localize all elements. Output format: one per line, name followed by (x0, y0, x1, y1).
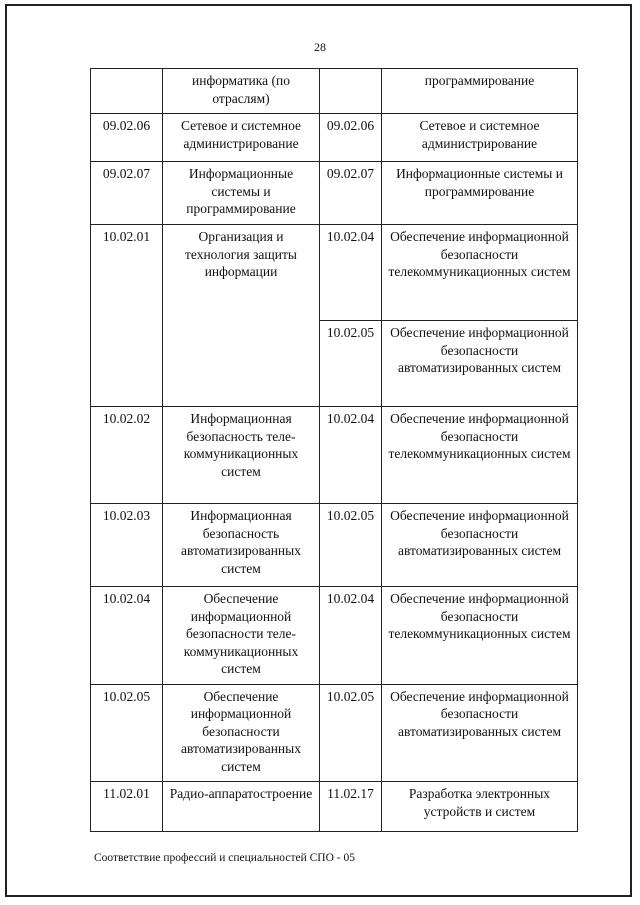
cell-code-old: 10.02.01 (91, 225, 163, 407)
cell-code-old: 10.02.04 (91, 587, 163, 685)
cell-name-old: Обеспечение информационной безопасности теле-коммуникационных систем (163, 587, 320, 685)
cell-code-new: 10.02.05 (320, 321, 382, 407)
cell-code-old: 10.02.03 (91, 504, 163, 587)
cell-code-new: 09.02.06 (320, 114, 382, 162)
cell-name-old: Организация и технология защиты информации (163, 225, 320, 407)
cell-name-old: Сетевое и системное администрирование (163, 114, 320, 162)
table-row (91, 782, 578, 832)
table-row (91, 114, 578, 162)
cell-name-old: Обеспечение информационной безопасности автоматизированных систем (163, 684, 320, 782)
table-row (91, 162, 578, 225)
footer-note: Соответствие профессий и специальностей СПО - 05 (94, 852, 355, 864)
cell-name-new: Сетевое и системное администрирование (382, 114, 578, 162)
cell-name-old: информатика (по отраслям) (163, 69, 320, 114)
table-row (91, 504, 578, 587)
cell-name-old: Информационная безопасность автоматизированных систем (163, 504, 320, 587)
cell-name-new: Обеспечение информационной безопасности автоматизированных систем (382, 684, 578, 782)
cell-code-new: 10.02.04 (320, 225, 382, 321)
cell-name-new: программирование (382, 69, 578, 114)
cell-name-new: Обеспечение информационной безопасности автоматизированных систем (382, 321, 578, 407)
cell-name-old: Информационные системы и программирование (163, 162, 320, 225)
cell-name-old: Радио-аппаратостроение (163, 782, 320, 832)
cell-name-new: Обеспечение информационной безопасности телекоммуникационных систем (382, 407, 578, 504)
cell-name-new: Обеспечение информационной безопасности автоматизированных систем (382, 504, 578, 587)
table-row (91, 684, 578, 782)
cell-code-new: 10.02.04 (320, 587, 382, 685)
table-row (91, 407, 578, 504)
cell-code-old: 09.02.07 (91, 162, 163, 225)
specialties-table (90, 68, 578, 832)
cell-code-old: 10.02.05 (91, 684, 163, 782)
cell-code-old (91, 69, 163, 114)
table-row (91, 587, 578, 685)
cell-name-new: Разработка электронных устройств и систем (382, 782, 578, 832)
cell-code-new: 10.02.05 (320, 684, 382, 782)
cell-code-new: 11.02.17 (320, 782, 382, 832)
cell-code-new (320, 69, 382, 114)
cell-code-old: 10.02.02 (91, 407, 163, 504)
cell-name-new: Обеспечение информационной безопасности телекоммуникационных систем (382, 587, 578, 685)
cell-code-old: 09.02.06 (91, 114, 163, 162)
cell-code-new: 09.02.07 (320, 162, 382, 225)
cell-code-new: 10.02.05 (320, 504, 382, 587)
cell-name-new: Информационные системы и программирование (382, 162, 578, 225)
cell-name-new: Обеспечение информационной безопасности телекоммуникационных систем (382, 225, 578, 321)
page-number: 28 (314, 40, 326, 54)
cell-code-new: 10.02.04 (320, 407, 382, 504)
cell-name-old: Информационная безопасность теле-коммуникационных систем (163, 407, 320, 504)
table-row (91, 225, 578, 321)
cell-code-old: 11.02.01 (91, 782, 163, 832)
table-row (91, 69, 578, 114)
